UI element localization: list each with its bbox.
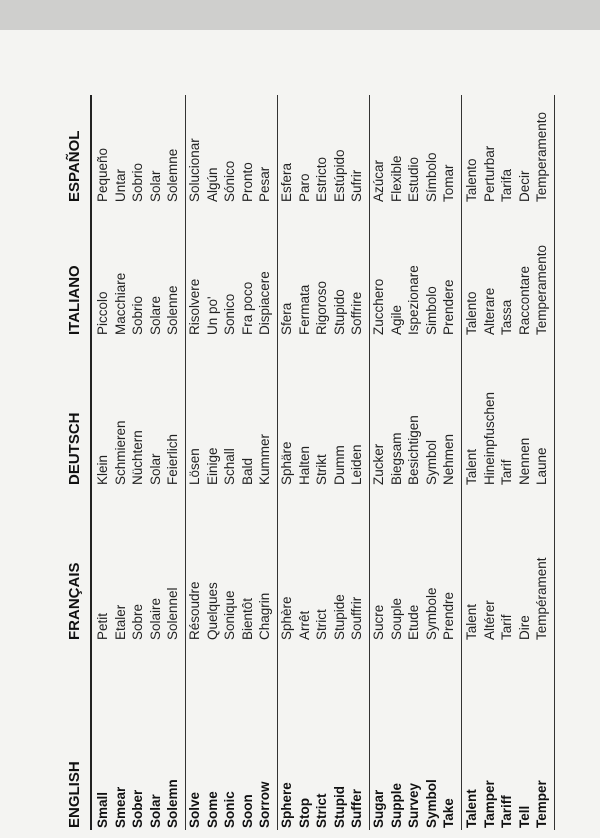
francais-word: Tarif <box>499 614 515 640</box>
deutsch-word: Symbol <box>423 439 439 485</box>
francais-word: Petit <box>95 612 110 640</box>
deutsch-word: Zucker <box>371 443 386 485</box>
header-rule <box>90 95 92 830</box>
espanol-word: Untar <box>112 168 128 202</box>
italiano-word: Simbolo <box>423 286 439 335</box>
espanol-word: Azúcar <box>371 159 386 202</box>
deutsch-word: Schall <box>222 448 238 485</box>
espanol-word: Perturbar <box>481 145 497 202</box>
document-page <box>0 30 600 838</box>
francais-word: Altérer <box>481 600 497 640</box>
italiano-word: Sobrio <box>130 295 146 335</box>
espanol-word: Sobrio <box>130 162 146 202</box>
francais-word: Quelques <box>204 582 220 640</box>
francais-word: Sucre <box>371 604 386 640</box>
espanol-word: Pequeño <box>95 147 110 202</box>
deutsch-word: Leiden <box>349 444 365 485</box>
italiano-word: Macchiare <box>112 272 128 335</box>
italiano-word: Prendere <box>441 279 457 335</box>
espanol-word: Símbolo <box>423 152 439 202</box>
italiano-word: Talento <box>464 291 479 335</box>
deutsch-word: Nüchtern <box>130 430 146 485</box>
deutsch-word: Biegsam <box>388 432 404 485</box>
espanol-word: Temperamento <box>534 111 550 202</box>
deutsch-column <box>186 434 274 485</box>
italiano-word: Temperamento <box>534 244 550 335</box>
espanol-word: Tomar <box>441 164 457 202</box>
espanol-column <box>370 152 458 202</box>
italiano-column <box>186 271 274 335</box>
francais-word: Résoudre <box>187 581 202 640</box>
deutsch-word: Besichtigen <box>406 415 422 485</box>
italiano-word: Un po' <box>204 296 220 335</box>
italiano-word: Solare <box>147 295 163 335</box>
vocabulary-table <box>66 95 578 830</box>
francais-word: Symbole <box>423 587 439 640</box>
espanol-word: Solucionar <box>187 138 202 202</box>
english-word: Small <box>95 791 110 828</box>
francais-word: Etaler <box>112 604 128 640</box>
espanol-word: Tarifa <box>499 168 515 202</box>
deutsch-word: Feierlich <box>165 433 181 485</box>
deutsch-word: Dumm <box>331 445 347 485</box>
english-word: Strict <box>314 793 330 828</box>
header-francais: FRANÇAIS <box>66 562 83 640</box>
francais-word: Sphère <box>279 596 294 640</box>
espanol-word: Pronto <box>239 162 255 202</box>
francais-column <box>370 587 458 640</box>
english-word: Solve <box>187 791 202 828</box>
francais-word: Solennel <box>165 587 181 640</box>
english-column <box>186 781 274 828</box>
deutsch-word: Schmieren <box>112 420 128 485</box>
italiano-word: Soffrire <box>349 291 365 335</box>
english-word: Symbol <box>423 779 439 828</box>
italiano-word: Raccontare <box>516 265 532 335</box>
english-column <box>278 782 366 828</box>
italiano-word: Solenne <box>165 285 181 335</box>
francais-word: Dire <box>516 615 532 640</box>
english-word: Solar <box>147 794 163 828</box>
italiano-word: Fermata <box>296 284 312 335</box>
english-word: Solemn <box>165 779 181 828</box>
italiano-word: Tassa <box>499 299 515 335</box>
deutsch-column <box>278 441 366 485</box>
espanol-word: Estudio <box>406 156 422 202</box>
italiano-word: Zucchero <box>371 278 386 335</box>
espanol-column <box>94 148 182 202</box>
italiano-word: Agile <box>388 304 404 335</box>
header-deutsch: DEUTSCH <box>66 412 83 485</box>
espanol-word: Paro <box>296 173 312 202</box>
deutsch-word: Laune <box>534 447 550 485</box>
italiano-word: Stupido <box>331 289 347 335</box>
deutsch-word: Lösen <box>187 448 202 485</box>
italiano-word: Dispiacere <box>257 271 273 335</box>
francais-word: Bientôt <box>239 597 255 640</box>
deutsch-column <box>463 392 551 485</box>
espanol-word: Solar <box>147 170 163 202</box>
espanol-column <box>278 149 366 202</box>
english-column <box>370 779 458 828</box>
english-word: Sober <box>130 789 146 828</box>
english-word: Supple <box>388 782 404 828</box>
deutsch-word: Solar <box>147 453 163 485</box>
english-word: Sphere <box>279 782 294 828</box>
italiano-word: Sfera <box>279 302 294 335</box>
english-word: Sonic <box>222 791 238 828</box>
italiano-word: Ispezionare <box>406 265 422 335</box>
francais-column <box>278 594 366 640</box>
deutsch-column <box>370 415 458 485</box>
francais-word: Prendre <box>441 591 457 640</box>
francais-word: Tempérament <box>534 557 550 640</box>
header-italiano: ITALIANO <box>66 265 83 335</box>
deutsch-word: Halten <box>296 445 312 485</box>
english-word: Stupid <box>331 786 347 828</box>
deutsch-word: Bald <box>239 457 255 485</box>
espanol-word: Sónico <box>222 160 238 202</box>
english-word: Sorrow <box>257 781 273 828</box>
francais-column <box>186 581 274 640</box>
english-word: Talent <box>464 789 479 828</box>
english-word: Temper <box>534 780 550 828</box>
deutsch-word: Tarif <box>499 459 515 485</box>
deutsch-word: Hineinpfuschen <box>481 391 497 485</box>
header-espanol: ESPAÑOL <box>66 130 83 202</box>
francais-word: Etude <box>406 604 422 640</box>
english-word: Sugar <box>371 789 386 828</box>
francais-word: Strict <box>314 609 330 640</box>
espanol-column <box>186 138 274 202</box>
group-divider <box>461 95 462 830</box>
espanol-word: Estricto <box>314 156 330 202</box>
espanol-word: Talento <box>464 158 479 202</box>
deutsch-word: Talent <box>464 448 479 485</box>
deutsch-word: Kummer <box>257 433 273 485</box>
italiano-word: Sonico <box>222 293 238 335</box>
deutsch-word: Sphäre <box>279 441 294 485</box>
deutsch-word: Nehmen <box>441 433 457 485</box>
english-word: Stop <box>296 798 312 828</box>
francais-word: Talent <box>464 603 479 640</box>
english-word: Tariff <box>499 795 515 828</box>
italiano-word: Piccolo <box>95 291 110 335</box>
espanol-word: Sufrir <box>349 169 365 202</box>
espanol-word: Estúpido <box>331 149 347 202</box>
italiano-column <box>463 245 551 335</box>
francais-word: Solaire <box>147 597 163 640</box>
italiano-column <box>94 273 182 335</box>
espanol-word: Esfera <box>279 162 294 202</box>
italiano-column <box>370 265 458 335</box>
francais-word: Chagrin <box>257 592 273 640</box>
english-word: Tamper <box>481 780 497 828</box>
francais-word: Arrêt <box>296 610 312 640</box>
francais-word: Sobre <box>130 603 146 640</box>
francais-word: Souffrir <box>349 596 365 640</box>
english-word: Tell <box>516 805 532 828</box>
english-word: Survey <box>406 782 422 828</box>
francais-word: Stupide <box>331 594 347 640</box>
deutsch-word: Einige <box>204 447 220 485</box>
espanol-column <box>463 112 551 202</box>
group-divider <box>554 95 555 830</box>
espanol-word: Pesar <box>257 166 273 202</box>
deutsch-word: Nennen <box>516 437 532 485</box>
espanol-word: Decir <box>516 170 532 202</box>
francais-word: Souple <box>388 597 404 640</box>
francais-column <box>94 587 182 640</box>
francais-word: Sonique <box>222 590 238 640</box>
english-column <box>94 779 182 828</box>
header-english: ENGLISH <box>66 761 83 828</box>
deutsch-word: Strikt <box>314 454 330 485</box>
english-word: Soon <box>239 794 255 828</box>
deutsch-column <box>94 420 182 485</box>
espanol-word: Algún <box>204 167 220 202</box>
deutsch-word: Klein <box>95 454 110 485</box>
english-word: Suffer <box>349 788 365 828</box>
francais-column <box>463 557 551 640</box>
italiano-column <box>278 281 366 335</box>
english-word: Smear <box>112 786 128 828</box>
italiano-word: Risolvere <box>187 278 202 335</box>
italiano-word: Fra poco <box>239 281 255 335</box>
italiano-word: Rigoroso <box>314 280 330 335</box>
italiano-word: Alterare <box>481 287 497 335</box>
english-column <box>463 780 551 828</box>
english-word: Take <box>441 798 457 828</box>
espanol-word: Solemne <box>165 148 181 202</box>
english-word: Some <box>204 791 220 828</box>
espanol-word: Flexible <box>388 155 404 202</box>
